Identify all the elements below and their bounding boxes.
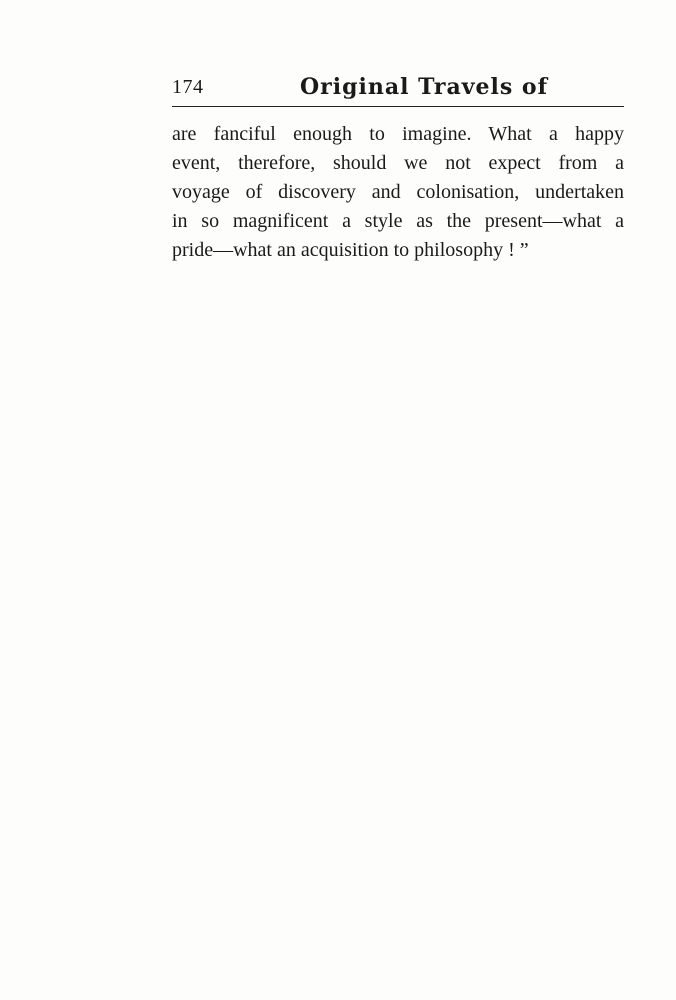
body-text xyxy=(172,120,624,265)
text-line: are fanciful enough to imagine. What a happy xyxy=(172,123,624,145)
text-line: event, therefore, should we not expect from a xyxy=(172,152,624,174)
header-rule xyxy=(172,106,624,107)
page-header xyxy=(172,74,624,102)
page-number: 174 xyxy=(172,76,204,98)
running-title: Original Travels of xyxy=(300,74,549,100)
text-line: in so magnificent a style as the present—what a xyxy=(172,210,624,232)
text-line: pride—what an acquisition to philosophy ! ” xyxy=(172,239,529,261)
text-line: voyage of discovery and colonisation, undertaken xyxy=(172,181,624,203)
